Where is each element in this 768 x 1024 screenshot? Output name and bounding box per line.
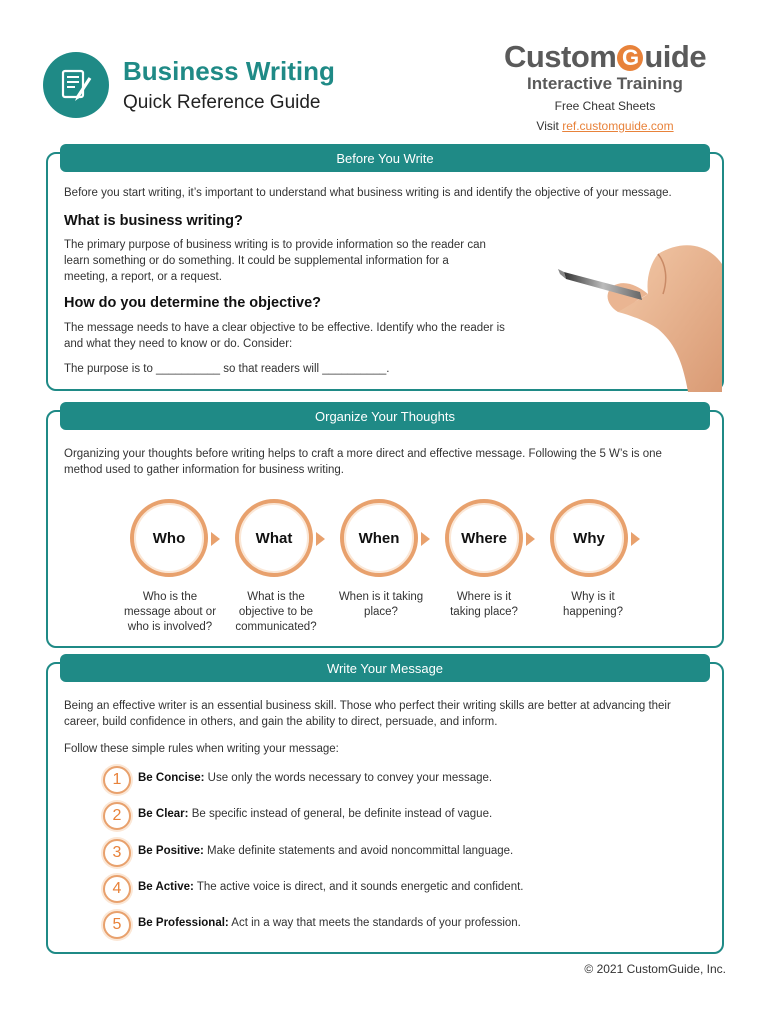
intro-line: method used to gather information for business writing. (64, 464, 344, 476)
paragraph-line: learn something or do something. It could be supplemental information for a (64, 255, 449, 267)
desc-line: Who is the (142, 591, 198, 603)
rule-item (138, 917, 521, 929)
when-description (329, 590, 433, 620)
customguide-link[interactable]: ref.customguide.com (562, 119, 674, 133)
rule-number-badge: 4 (103, 875, 131, 903)
rule-number-badge: 3 (103, 839, 131, 867)
follow-rules-text: Follow these simple rules when writing your message: (64, 743, 339, 755)
paragraph-line: and what they need to know or do. Consider: (64, 338, 293, 350)
intro-text: Before you start writing, it’s important to understand what business writing is and identify the objective of your message. (64, 187, 672, 199)
when-circle: When (340, 499, 418, 577)
hand-writing-illustration (508, 234, 724, 392)
section-header: Write Your Message (60, 654, 710, 682)
visit-label: Visit (536, 119, 559, 133)
brand-name-part: Custom (503, 39, 617, 74)
section-header: Organize Your Thoughts (60, 402, 710, 430)
rule-item (138, 808, 492, 820)
before-you-write-section (46, 152, 724, 391)
page-title: Business Writing (123, 56, 335, 86)
paragraph-line: meeting, a report, or a request. (64, 271, 222, 283)
brand-tagline: Interactive Training (527, 74, 683, 93)
arrow-icon (631, 532, 640, 546)
desc-line: who is involved? (127, 621, 213, 633)
brand-g-logo: G (617, 45, 643, 71)
rule-description: Be specific instead of general, be definite instead of vague. (188, 808, 493, 820)
rule-description: Use only the words necessary to convey your message. (204, 772, 493, 784)
arrow-icon (421, 532, 430, 546)
desc-line: objective to be (238, 606, 314, 618)
organize-your-thoughts-section (46, 410, 724, 648)
purpose-template: The purpose is to __________ so that readers will __________. (64, 363, 390, 375)
customguide-brand (490, 40, 720, 134)
where-circle: Where (445, 499, 523, 577)
rule-item (138, 881, 523, 893)
rule-description: Make definite statements and avoid noncommittal language. (203, 845, 514, 857)
brand-name (490, 40, 720, 74)
rule-description: The active voice is direct, and it sounds energetic and confident. (193, 881, 524, 893)
rule-number-badge: 2 (103, 802, 131, 830)
desc-line: Why is it (571, 591, 615, 603)
rule-title: Be Professional: (138, 917, 229, 929)
paragraph-line: The message needs to have a clear objective to be effective. Identify who the reader is (64, 322, 505, 334)
desc-line: When is it taking (338, 591, 424, 603)
rule-description: Act in a way that meets the standards of your profession. (228, 917, 521, 929)
where-description (432, 590, 536, 620)
business-writing-logo (43, 52, 109, 118)
rule-title: Be Active: (138, 881, 194, 893)
desc-line: place? (364, 606, 398, 618)
why-circle: Why (550, 499, 628, 577)
desc-line: What is the (247, 591, 305, 603)
intro-line: Being an effective writer is an essential business skill. Those who perfect their writing skills are better at advancing their (64, 700, 671, 712)
rule-title: Be Positive: (138, 845, 204, 857)
copyright-footer: © 2021 CustomGuide, Inc. (584, 962, 726, 976)
rule-title: Be Clear: (138, 808, 189, 820)
intro-line: career, build confidence in others, and gain the ability to direct, persuade, and inform. (64, 716, 498, 728)
rule-item (138, 845, 513, 857)
question-heading: What is business writing? (64, 213, 243, 229)
desc-line: Where is it (456, 591, 512, 603)
question-heading: How do you determine the objective? (64, 295, 322, 311)
desc-line: taking place? (450, 606, 518, 618)
why-description (541, 590, 645, 620)
rule-number-badge: 1 (103, 766, 131, 794)
document-pen-icon (57, 66, 95, 104)
paragraph-line: The primary purpose of business writing is to provide information so the reader can (64, 239, 486, 251)
section-header: Before You Write (60, 144, 710, 172)
page-subtitle: Quick Reference Guide (123, 92, 321, 113)
who-description (118, 590, 222, 635)
free-cheat-sheets: Free Cheat Sheets (554, 99, 656, 113)
write-your-message-section (46, 662, 724, 954)
rule-number-badge: 5 (103, 911, 131, 939)
desc-line: communicated? (235, 621, 317, 633)
what-circle: What (235, 499, 313, 577)
desc-line: happening? (562, 606, 624, 618)
arrow-icon (211, 532, 220, 546)
brand-name-part: uide (644, 39, 707, 74)
arrow-icon (316, 532, 325, 546)
desc-line: message about or (123, 606, 217, 618)
visit-line (490, 118, 720, 134)
who-circle: Who (130, 499, 208, 577)
rule-item (138, 772, 492, 784)
what-description (224, 590, 328, 635)
arrow-icon (526, 532, 535, 546)
intro-line: Organizing your thoughts before writing helps to craft a more direct and effective message. Following the 5 W’s is one (64, 448, 662, 460)
rule-title: Be Concise: (138, 772, 205, 784)
